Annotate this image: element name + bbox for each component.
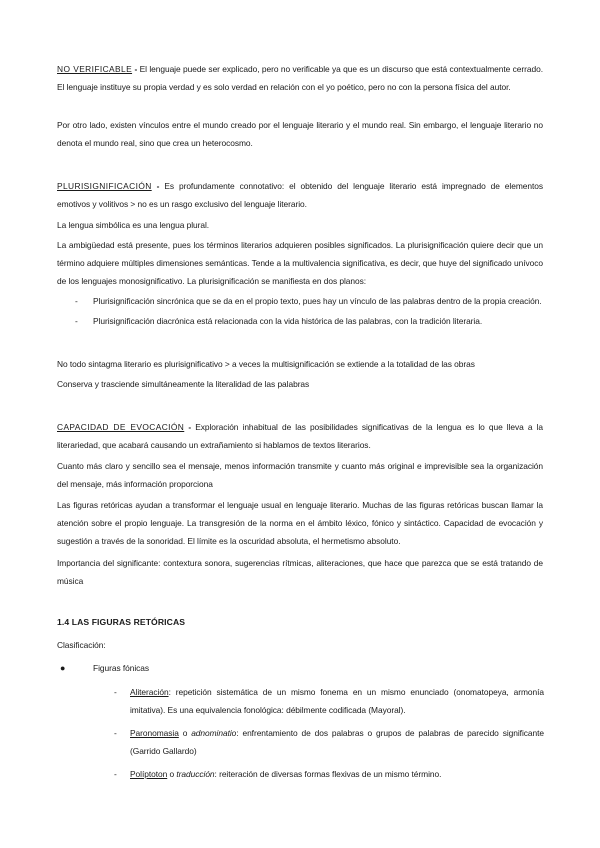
- paragraph: Importancia del significante: contextura sonora, sugerencias rítmicas, aliteraciones, que hace que parezca que se está tratando de música: [57, 558, 543, 586]
- list-item: - Aliteración: repetición sistemática de un mismo fonema en un mismo enunciado (onomatopeya, armonía imitativa). Es una equivalencia fonológica: débilmente codificada (Mayoral).: [114, 687, 544, 715]
- plurisignificacion-list: [75, 292, 543, 330]
- term-aliteracion: Aliteración: [130, 687, 169, 697]
- paragraph: Por otro lado, existen vínculos entre el mundo creado por el lenguaje literario y el mundo real. Sin embargo, el lenguaje literario no denota el mundo real, sino que crea un heterocosmo.: [57, 120, 543, 148]
- paragraph: La lengua simbólica es una lengua plural.: [57, 220, 210, 230]
- section-evocacion: [57, 418, 543, 454]
- list-item: - Plurisignificación sincrónica que se da en el propio texto, pues hay un vínculo de las palabras dentro de la propia creación.: [75, 296, 542, 306]
- bullet-icon: ●: [60, 663, 66, 673]
- term-evocacion: CAPACIDAD DE EVOCACIÓN: [57, 422, 185, 432]
- section-heading: 1.4 LAS FIGURAS RETÓRICAS: [57, 617, 186, 627]
- section-plurisignificacion: [57, 177, 543, 213]
- list-item: - Plurisignificación diacrónica está relacionada con la vida histórica de las palabras, con la tradición literaria.: [75, 316, 483, 326]
- list-item: - Paronomasia o adnominatio: enfrentamiento de dos palabras o grupos de palabras de parecido significante (Garrido Gallardo): [114, 728, 544, 756]
- term-no-verificable: NO VERIFICABLE: [57, 64, 133, 74]
- paragraph: Conserva y trasciende simultáneamente la literalidad de las palabras: [57, 379, 310, 389]
- bullet-item: ● Figuras fónicas: [60, 659, 540, 677]
- paragraph: Clasificación:: [57, 640, 106, 650]
- paragraph: Las figuras retóricas ayudan a transformar el lenguaje usual en lenguaje literario. Muchas de las figuras retóricas buscan llamar la atención sobre el propio lenguaje. La transgresión de la norma en el ámbito léxico, fónico y sintáctico. Capacidad de evocación y sugestión a través de la sonoridad. El límite es la oscuridad absoluta, el hermetismo absoluto.: [57, 500, 543, 546]
- term-plurisignificacion: PLURISIGNIFICACIÓN: [57, 181, 152, 191]
- term-poliptoton: Políptoton: [130, 769, 168, 779]
- section-no-verificable: [57, 60, 543, 96]
- list-item: - Políptoton o traducción: reiteración de diversas formas flexivas de un mismo término.: [114, 769, 442, 779]
- paragraph: PLURISIGNIFICACIÓN - Es profundamente connotativo: el obtenido del lenguaje literario está impregnado de elementos emotivos y volitivos > no es un rasgo exclusivo del lenguaje literario.: [57, 181, 543, 209]
- paragraph: Cuanto más claro y sencillo sea el mensaje, menos información transmite y cuanto más original e imprevisible sea la organización del mensaje, más información proporciona: [57, 461, 543, 489]
- figuras-fonicas-list: [114, 683, 544, 783]
- paragraph: NO VERIFICABLE - El lenguaje puede ser explicado, pero no verificable ya que es un discurso que está contextualmente cerrado. El lenguaje instituye su propia verdad y es solo verdad en relación con el yo poético, pero no con la persona física del autor.: [57, 64, 543, 92]
- term-paronomasia: Paronomasia: [130, 728, 179, 738]
- paragraph: CAPACIDAD DE EVOCACIÓN - Exploración inhabitual de las posibilidades significativas de la lengua es lo que lleva a la literariedad, que acabará causando un extrañamiento si hablamos de textos literarios.: [57, 422, 543, 450]
- paragraph: No todo sintagma literario es plurisignificativo > a veces la multisignificación se extiende a la totalidad de las obras: [57, 359, 475, 369]
- paragraph: La ambigüedad está presente, pues los términos literarios adquieren posibles significados. La plurisignificación quiere decir que un término adquiere múltiples dimensiones semánticas. Tende a la multivalencia significativa, es decir, que huye del significado unívoco de los lenguajes monosignificativo. La plurisignificación se manifiesta en dos planos:: [57, 240, 543, 286]
